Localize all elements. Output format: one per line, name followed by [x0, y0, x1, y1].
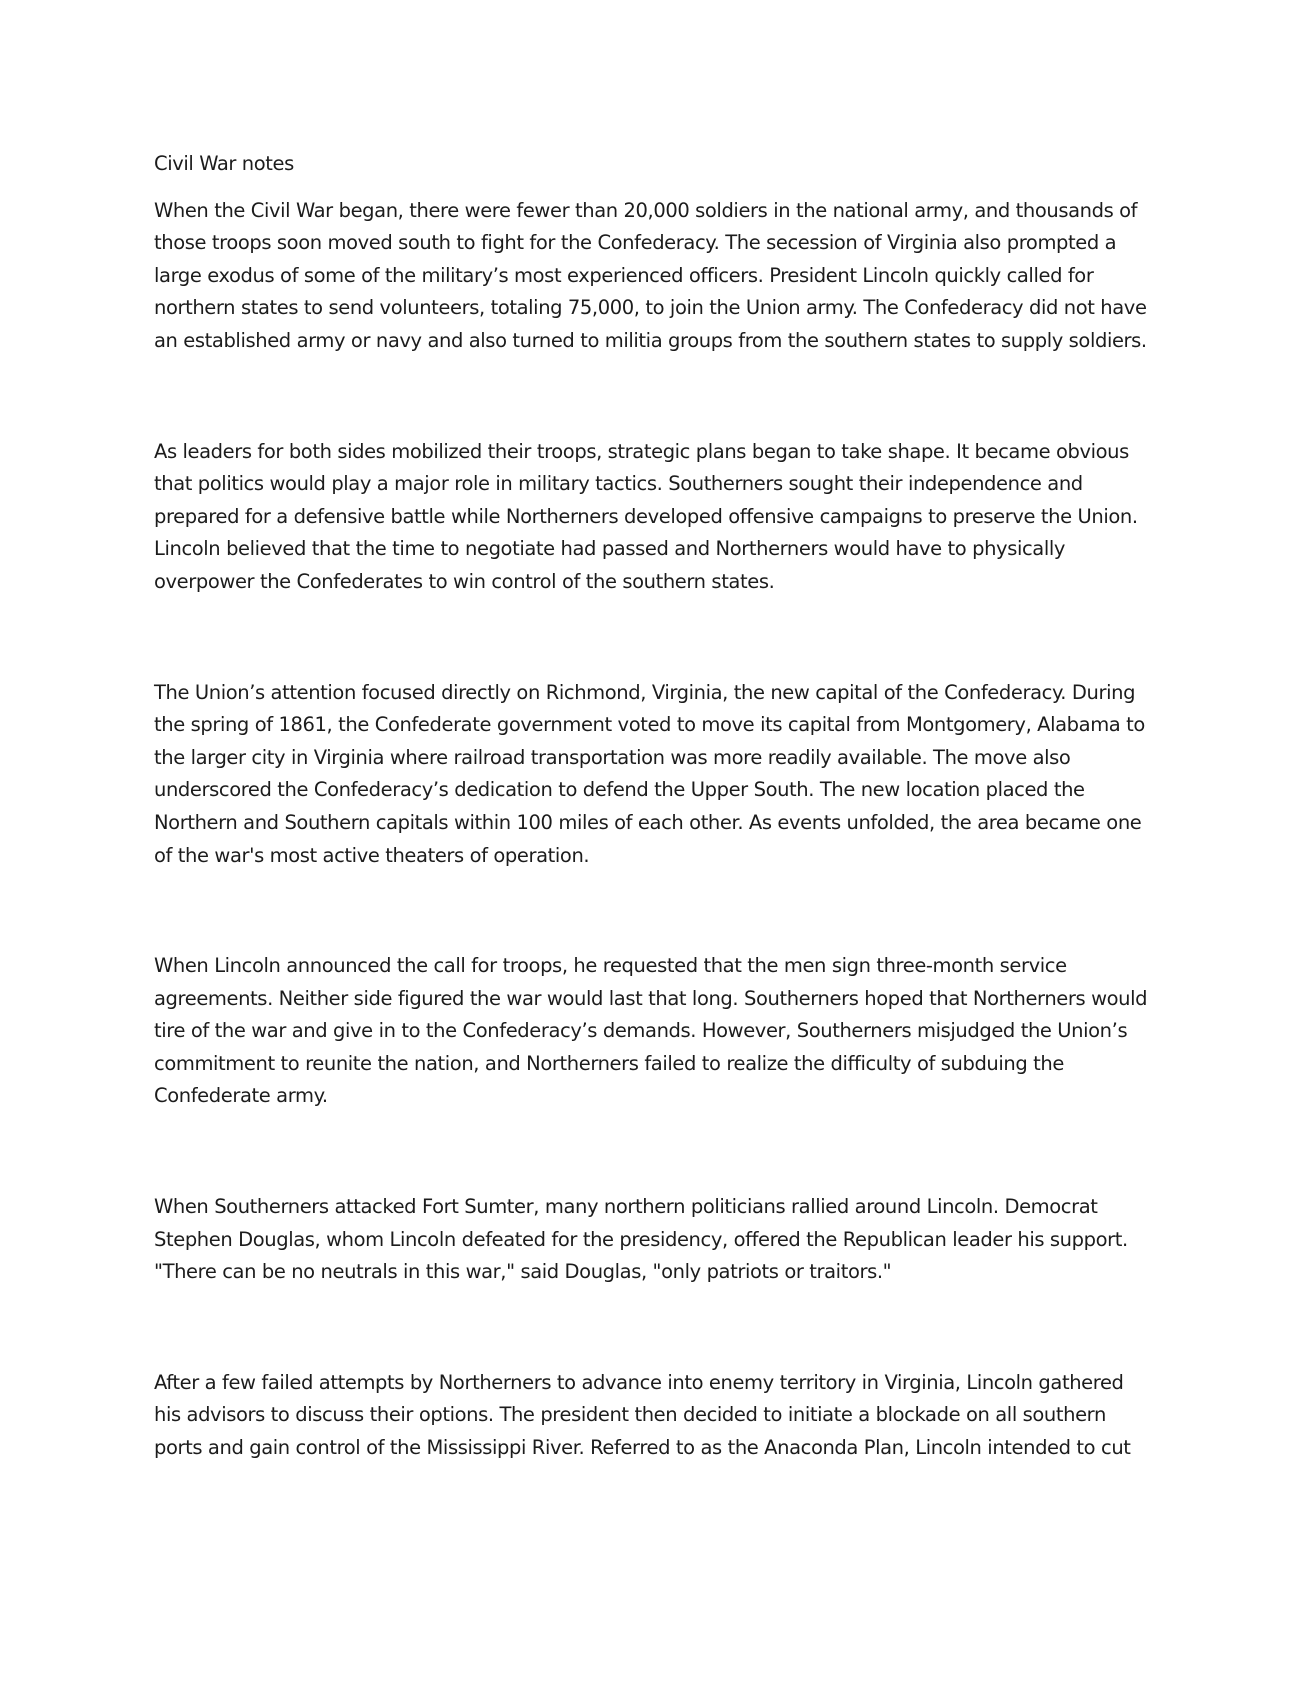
- document-title: Civil War notes: [154, 152, 294, 175]
- paragraph-spacer: [154, 872, 1154, 950]
- paragraph-spacer: [154, 1289, 1154, 1367]
- paragraph-service-agreements: When Lincoln announced the call for troops, he requested that the men sign three-month service agreements. Neither side figured the war would last that long. Southerners hoped that Northerners would tire of the war and give in to the Confederacy’s demands. However, Southerners misjudged the Union’s commitment to reunite the nation, and Northerners failed to realize the difficulty of subduing the Confederate army.: [154, 954, 1148, 1108]
- paragraph-spacer: [154, 599, 1154, 677]
- paragraph-spacer: [154, 358, 1154, 436]
- paragraph-spacer: [154, 1113, 1154, 1191]
- paragraph-strategic-plans: As leaders for both sides mobilized their troops, strategic plans began to take shape. It became obvious that politics would play a major role in military tactics. Southerners sought their independence and prepared for a defensive battle while Northerners developed offensive campaigns to preserve the Union. Lincoln believed that the time to negotiate had passed and Northerners would have to physically overpower the Confederates to win control of the southern states.: [154, 439, 1138, 593]
- paragraph-fort-sumter: When Southerners attacked Fort Sumter, many northern politicians rallied around Lincoln. Democrat Stephen Douglas, whom Lincoln defeated for the presidency, offered the Republican leader his support. "There can be no neutrals in this war," said Douglas, "only patriots or traitors.": [154, 1195, 1128, 1284]
- paragraph-army-size: When the Civil War began, there were fewer than 20,000 soldiers in the national army, and thousands of those troops soon moved south to fight for the Confederacy. The secession of Virginia also prompted a large exodus of some of the military’s most experienced officers. President Lincoln quickly called for northern states to send volunteers, totaling 75,000, to join the Union army. The Confederacy did not have an established army or navy and also turned to militia groups from the southern states to supply soldiers.: [154, 198, 1147, 352]
- paragraph-anaconda-plan: After a few failed attempts by Northerners to advance into enemy territory in Virginia, Lincoln gathered his advisors to discuss their options. The president then decided to initiate a blockade on all southern ports and gain control of the Mississippi River. Referred to as the Anaconda Plan, Lincoln intended to cut: [154, 1370, 1131, 1460]
- paragraph-richmond: The Union’s attention focused directly on Richmond, Virginia, the new capital of the Confederacy. During the spring of 1861, the Confederate government voted to move its capital from Montgomery, Alabama to the larger city in Virginia where railroad transportation was more readily available. The move also underscored the Confederacy’s dedication to defend the Upper South. The new location placed the Northern and Southern capitals within 100 miles of each other. As events unfolded, the area became one of the war's most active theaters of operation.: [154, 680, 1145, 867]
